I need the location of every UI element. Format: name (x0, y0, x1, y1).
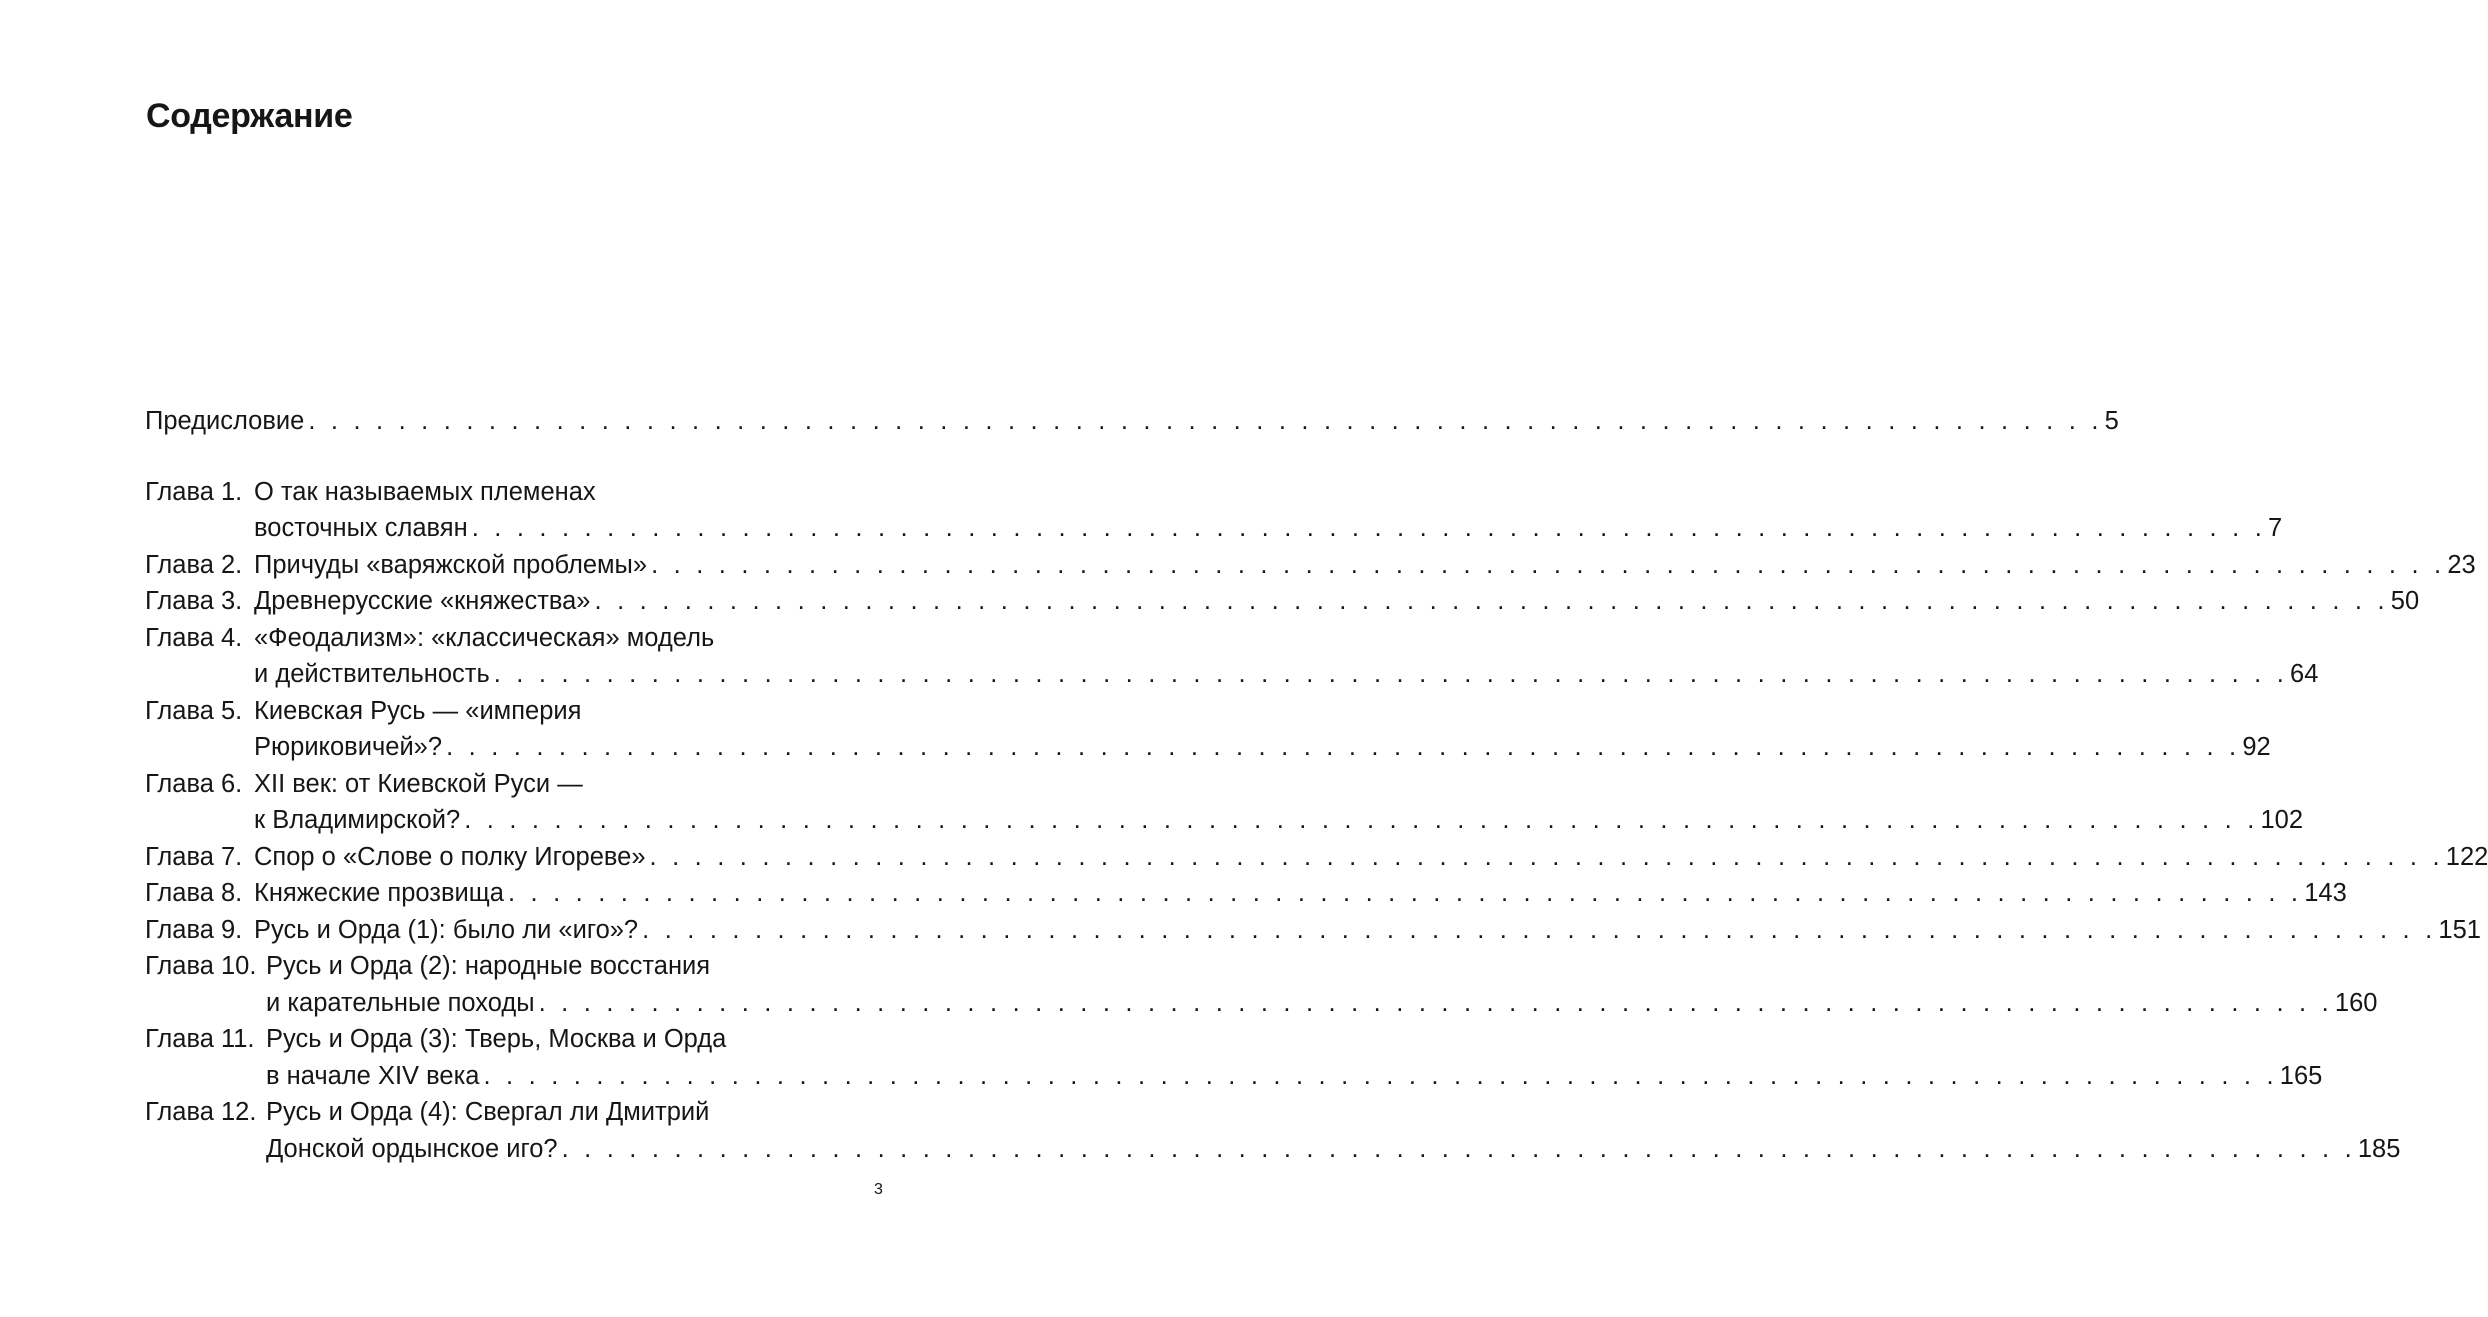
toc-entry-chapter-6 (145, 762, 2304, 835)
chapter-title-line: Рюриковичей»? (254, 733, 443, 761)
toc-line (145, 1054, 2323, 1091)
chapter-title-line: и карательные походы (266, 988, 535, 1017)
toc-page-number: 165 (2279, 1061, 2323, 1090)
toc-page-number: 7 (2267, 514, 2283, 542)
toc-entry-chapter-2 (145, 543, 2476, 580)
toc-page-number: 102 (2260, 806, 2304, 834)
toc-line (145, 1091, 825, 1128)
toc-entry-chapter-7 (145, 835, 2488, 872)
dot-leader: . . . . . . . . . . . . . . . . . . . . . . . . . . . . . . . . . . . . . . . . . . . . . . . . . . . . . . . . . . . . . . . . . . . . . . . . . . . . . . . . (507, 879, 2303, 907)
toc-line (145, 799, 2304, 836)
chapter-title-line: Русь и Орда (2): народные восстания (266, 952, 711, 980)
toc-line (145, 908, 2481, 945)
toc-entry-chapter-1 (145, 470, 2283, 543)
dot-leader: . . . . . . . . . . . . . . . . . . . . . . . . . . . . . . . . . . . . . . . . . . . . . . . . . . . . . . . . . . . . . . . . . . . . . . . . . . . . . . . . (649, 842, 2444, 871)
toc-entry-chapter-3 (145, 580, 2420, 617)
chapter-label: Глава 2. (145, 550, 243, 579)
chapter-title-line: Княжеские прозвища (254, 879, 504, 907)
chapter-title-line: О так называемых племенах (254, 477, 596, 506)
toc-entry-chapter-9 (145, 908, 2481, 945)
chapter-label: Глава 6. (145, 769, 243, 798)
chapter-label: Глава 3. (145, 587, 243, 615)
toc-line (145, 726, 2271, 763)
toc-page-number: 64 (2290, 660, 2319, 688)
chapter-label: Глава 12. (145, 1098, 257, 1126)
dot-leader: . . . . . . . . . . . . . . . . . . . . . . . . . . . . . . . . . . . . . . . . . . . . . . . . . . . . . . . . . . . . . . . . . . . . . . . . . . . . . . . . (483, 1061, 2278, 1090)
toc-line (145, 396, 2119, 436)
chapter-title-line: к Владимирской? (254, 806, 461, 834)
chapter-title-line: Русь и Орда (1): было ли «иго»? (254, 915, 639, 944)
chapter-label: Глава 7. (145, 842, 243, 871)
toc-entry-chapter-8 (145, 872, 2347, 909)
chapter-title-line: Древнерусские «княжества» (254, 587, 591, 615)
toc-line (145, 835, 2488, 872)
chapter-title-line: Русь и Орда (3): Тверь, Москва и Орда (266, 1025, 727, 1053)
chapter-label: Глава 9. (145, 915, 243, 944)
toc-entry-preface (145, 396, 2119, 436)
toc-entry-chapter-5 (145, 689, 2271, 762)
toc-page-number: 151 (2438, 915, 2481, 944)
chapter-label: Глава 5. (145, 696, 243, 725)
toc-line (145, 507, 2283, 544)
toc-page-number: 50 (2390, 587, 2420, 615)
toc-page-number: 122 (2445, 842, 2488, 871)
dot-leader: . . . . . . . . . . . . . . . . . . . . . . . . . . . . . . . . . . . . . . . . . . . . . . . . . . . . . . . . . . . . . . . . . . . . . . . . . . . . . . . . (594, 587, 2389, 615)
dot-leader: . . . . . . . . . . . . . . . . . . . . . . . . . . . . . . . . . . . . . . . . . . . . . . . . . . . . . . . . . . . . . . . . . . . . . . . . . . . . . . . . (642, 915, 2437, 944)
dot-leader: . . . . . . . . . . . . . . . . . . . . . . . . . . . . . . . . . . . . . . . . . . . . . . . . . . . . . . . . . . . . . . . . . . . . . . . . . . . . . . . . (446, 733, 2241, 761)
toc-line (145, 689, 825, 726)
toc-line (145, 945, 825, 982)
toc-line (145, 580, 2420, 617)
toc-entry-title: Предисловие (145, 407, 305, 435)
chapter-title-line: в начале XIV века (266, 1061, 480, 1090)
chapter-title-line: Русь и Орда (4): Свергал ли Дмитрий (266, 1098, 710, 1126)
toc-entry-chapter-11 (145, 1018, 2323, 1091)
toc-page-number: 160 (2334, 988, 2378, 1017)
toc-entry-chapter-12 (145, 1091, 2401, 1164)
toc-page-number: 23 (2447, 550, 2476, 579)
chapter-title-line: и действительность (254, 660, 490, 688)
page-number: 3 (874, 1181, 883, 1198)
toc-line (145, 762, 825, 799)
chapter-title-line: восточных славян (254, 514, 468, 542)
chapter-label: Глава 10. (145, 952, 257, 980)
chapter-label: Глава 1. (145, 477, 243, 506)
table-of-contents (145, 396, 2488, 1164)
toc-page-number: 185 (2357, 1134, 2401, 1163)
dot-leader: . . . . . . . . . . . . . . . . . . . . . . . . . . . . . . . . . . . . . . . . . . . . . . . . . . . . . . . . . . . . . . . . . . . . . . . . . . . . . . . . (538, 988, 2333, 1017)
toc-line (145, 1127, 2401, 1164)
toc-page-number: 143 (2304, 879, 2347, 907)
chapter-title-line: Причуды «варяжской проблемы» (254, 550, 648, 579)
toc-line (145, 470, 825, 507)
dot-leader: . . . . . . . . . . . . . . . . . . . . . . . . . . . . . . . . . . . . . . . . . . . . . . . . . . . . . . . . . . . . . . . . . . . . . . . . . . . . . . . . (464, 806, 2259, 834)
page-title: Содержание (146, 97, 353, 135)
chapter-title-line: Донской ордынское иго? (266, 1134, 558, 1163)
chapter-title-line: Киевская Русь — «империя (254, 696, 582, 725)
toc-line (145, 653, 2319, 690)
toc-entry-chapter-4 (145, 616, 2319, 689)
dot-leader: . . . . . . . . . . . . . . . . . . . . . . . . . . . . . . . . . . . . . . . . . . . . . . . . . . . . . . . . . . . . . . . . . . . . . . . . . . . . . . . . (493, 660, 2289, 688)
chapter-label: Глава 11. (145, 1025, 255, 1053)
toc-page-number: 92 (2242, 733, 2271, 761)
toc-line (145, 981, 2378, 1018)
chapter-label: Глава 8. (145, 879, 243, 907)
dot-leader: . . . . . . . . . . . . . . . . . . . . . . . . . . . . . . . . . . . . . . . . . . . . . . . . . . . . . . . . . . . . . . . . . . . . . . . . . . . . . . . . (651, 550, 2446, 579)
dot-leader: . . . . . . . . . . . . . . . . . . . . . . . . . . . . . . . . . . . . . . . . . . . . . . . . . . . . . . . . . . . . . . . . . . . . . . . . . . . . . . . . (308, 407, 2103, 435)
chapter-label: Глава 4. (145, 623, 243, 652)
toc-line (145, 872, 2347, 909)
toc-line (145, 1018, 825, 1055)
dot-leader: . . . . . . . . . . . . . . . . . . . . . . . . . . . . . . . . . . . . . . . . . . . . . . . . . . . . . . . . . . . . . . . . . . . . . . . . . . . . . . . . (471, 514, 2266, 542)
chapter-title-line: XII век: от Киевской Руси — (254, 769, 583, 798)
dot-leader: . . . . . . . . . . . . . . . . . . . . . . . . . . . . . . . . . . . . . . . . . . . . . . . . . . . . . . . . . . . . . . . . . . . . . . . . . . . . . . . . (561, 1134, 2356, 1163)
chapter-title-line: «Феодализм»: «классическая» модель (254, 623, 715, 652)
chapter-title-line: Спор о «Слове о полку Игореве» (254, 842, 646, 871)
toc-page-number: 5 (2104, 407, 2119, 435)
toc-line (145, 543, 2476, 580)
toc-entry-chapter-10 (145, 945, 2378, 1018)
toc-line (145, 616, 825, 653)
